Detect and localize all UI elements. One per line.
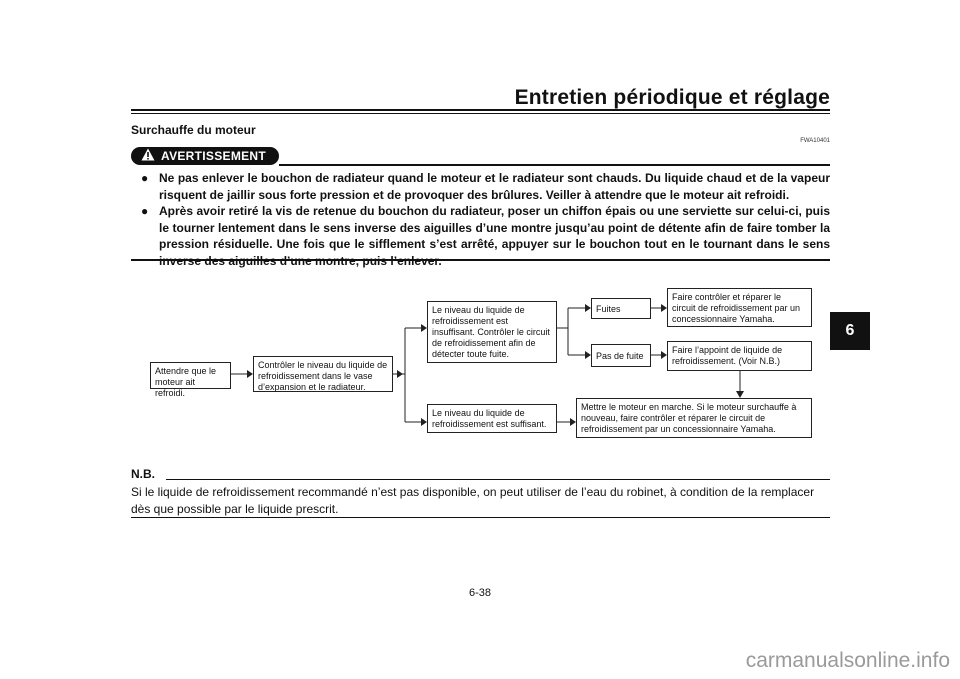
- section-title: Surchauffe du moteur: [131, 123, 256, 137]
- chapter-tab: 6: [830, 312, 870, 350]
- flow-box-restart: Mettre le moteur en marche. Si le moteur surchauffe à nouveau, faire contrôler et réparer le circuit de refroidissement par un concessionnaire Yamaha.: [576, 398, 812, 438]
- warning-label: AVERTISSEMENT: [161, 149, 267, 163]
- warning-code: FWA10401: [800, 138, 830, 144]
- flow-box-leaks: Fuites: [591, 298, 651, 319]
- warning-item-text: Après avoir retiré la vis de retenue du bouchon du radiateur, poser un chiffon épais ou une serviette sur celui-ci, puis le tourner lentement dans le sens inverse des aiguilles d’une montre jusqu’au point de détente afin de faire tomber la pression résiduelle. Une fois que le sifflement s’est arrêté, appuyer sur le bouchon tout en le tournant dans le sens: [159, 204, 830, 251]
- bullet-icon: ●: [141, 204, 149, 218]
- page-number: 6-38: [468, 587, 492, 599]
- note-title: N.B.: [131, 467, 155, 481]
- warning-item-text: Ne pas enlever le bouchon de radiateur quand le moteur et le radiateur sont chauds. Du liquide chaud et de la vapeur risquent de jaillir sous forte pression et de provoquer des brûlures. Veiller à attendre que le moteur ait refroidi.: [159, 171, 830, 202]
- watermark: carmanualsonline.info: [745, 649, 950, 672]
- flow-box-sufficient: Le niveau du liquide de refroidissement est suffisant.: [427, 404, 557, 433]
- flow-box-check: Contrôler le niveau du liquide de refroidissement dans le vase d’expansion et le radiateur.: [253, 356, 393, 392]
- note-top-rule: [166, 479, 830, 480]
- note-text: Si le liquide de refroidissement recommandé n’est pas disponible, on peut utiliser de l’eau du robinet, à condition de la remplacer dès que possible par le liquide prescrit.: [131, 485, 815, 516]
- flow-box-top-up: Faire l’appoint de liquide de refroidissement. (Voir N.B.): [667, 341, 812, 371]
- flow-box-no-leak: Pas de fuite: [591, 344, 651, 367]
- bullet-icon: ●: [141, 171, 149, 185]
- page-title: Entretien périodique et réglage: [514, 86, 830, 109]
- flow-box-wait: Attendre que le moteur ait refroidi.: [150, 362, 231, 389]
- note-bottom-rule: [131, 517, 830, 518]
- flow-box-insufficient: Le niveau du liquide de refroidissement est insuffisant. Contrôler le circuit de refroidissement afin de détecter toute fuite.: [427, 301, 557, 363]
- flow-box-repair: Faire contrôler et réparer le circuit de refroidissement par un concessionnaire Yamaha.: [667, 288, 812, 327]
